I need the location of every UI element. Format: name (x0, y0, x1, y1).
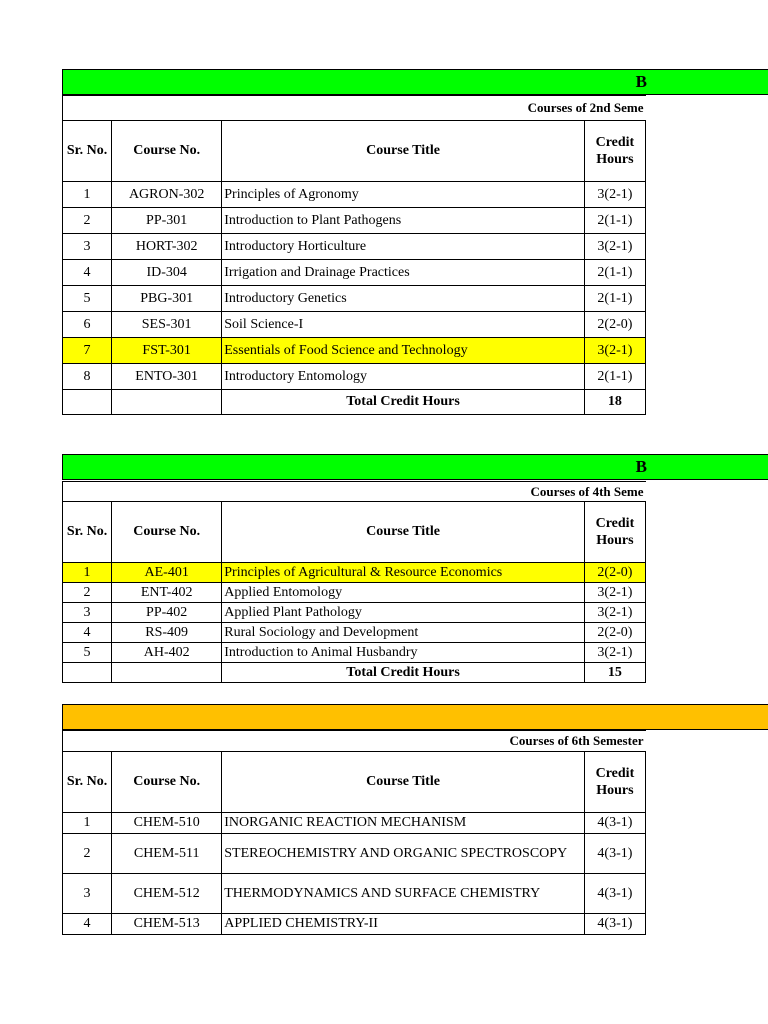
header-credit-hours (584, 502, 645, 563)
course-title: Introductory Horticulture (222, 234, 585, 260)
sr-no: 7 (63, 338, 112, 364)
header-credit-line2: Hours (596, 152, 634, 167)
table-row (63, 874, 646, 914)
sr-no: 5 (63, 286, 112, 312)
course-title: Essentials of Food Science and Technology (222, 338, 585, 364)
table-row (63, 623, 646, 643)
table-row (63, 208, 646, 234)
credit-hours: 3(2-1) (584, 338, 645, 364)
sr-no: 8 (63, 364, 112, 390)
credit-hours: 4(3-1) (584, 914, 645, 935)
table-caption: Courses of 2nd Seme (63, 96, 646, 121)
empty-cell (63, 663, 112, 683)
course-title: Irrigation and Drainage Practices (222, 260, 585, 286)
table-row-highlighted (63, 563, 646, 583)
courses-table (62, 481, 646, 683)
table-row (63, 364, 646, 390)
section-header-bar (62, 69, 768, 95)
sr-no: 3 (63, 603, 112, 623)
section-title: B (635, 72, 647, 91)
empty-cell (63, 390, 112, 415)
table-row (63, 260, 646, 286)
sr-no: 1 (63, 813, 112, 834)
courses-table (62, 730, 646, 935)
header-credit-line2: Hours (596, 533, 634, 548)
sr-no: 4 (63, 260, 112, 286)
course-no: RS-409 (112, 623, 222, 643)
course-no: FST-301 (112, 338, 222, 364)
table-row-highlighted (63, 338, 646, 364)
sr-no: 1 (63, 182, 112, 208)
table-row (63, 286, 646, 312)
course-no: ENTO-301 (112, 364, 222, 390)
sr-no: 3 (63, 234, 112, 260)
course-no: CHEM-512 (112, 874, 222, 914)
header-credit-hours (584, 121, 645, 182)
course-no: CHEM-511 (112, 834, 222, 874)
course-no: CHEM-510 (112, 813, 222, 834)
header-credit-line1: Credit (595, 135, 635, 150)
header-sr-no: Sr. No. (63, 502, 112, 563)
sr-no: 1 (63, 563, 112, 583)
course-no: SES-301 (112, 312, 222, 338)
total-value: 18 (584, 390, 645, 415)
course-no: PBG-301 (112, 286, 222, 312)
total-label: Total Credit Hours (222, 390, 585, 415)
section-header-bar (62, 704, 768, 730)
sr-no: 6 (63, 312, 112, 338)
credit-hours: 3(2-1) (584, 603, 645, 623)
sr-no: 2 (63, 208, 112, 234)
table-row (63, 643, 646, 663)
course-no: ID-304 (112, 260, 222, 286)
credit-hours: 4(3-1) (584, 834, 645, 874)
sr-no: 2 (63, 583, 112, 603)
total-value: 15 (584, 663, 645, 683)
credit-hours: 3(2-1) (584, 234, 645, 260)
course-no: PP-301 (112, 208, 222, 234)
course-no: AH-402 (112, 643, 222, 663)
course-title: Rural Sociology and Development (222, 623, 585, 643)
header-credit-line1: Credit (595, 766, 635, 781)
credit-hours: 2(1-1) (584, 364, 645, 390)
course-title: THERMODYNAMICS AND SURFACE CHEMISTRY (222, 874, 585, 914)
section-header-bar (62, 454, 768, 480)
credit-hours: 4(3-1) (584, 813, 645, 834)
course-title: STEREOCHEMISTRY AND ORGANIC SPECTROSCOPY (222, 834, 585, 874)
table-row (63, 234, 646, 260)
credit-hours: 2(2-0) (584, 623, 645, 643)
sr-no: 5 (63, 643, 112, 663)
course-title: Applied Entomology (222, 583, 585, 603)
header-course-no: Course No. (112, 502, 222, 563)
table-row (63, 312, 646, 338)
course-title: Introductory Genetics (222, 286, 585, 312)
credit-hours: 3(2-1) (584, 583, 645, 603)
credit-hours: 4(3-1) (584, 874, 645, 914)
header-sr-no: Sr. No. (63, 752, 112, 813)
credit-hours: 2(2-0) (584, 312, 645, 338)
empty-cell (112, 390, 222, 415)
course-title: INORGANIC REACTION MECHANISM (222, 813, 585, 834)
table-caption: Courses of 4th Seme (63, 482, 646, 502)
empty-cell (112, 663, 222, 683)
course-no: AGRON-302 (112, 182, 222, 208)
credit-hours: 2(1-1) (584, 208, 645, 234)
credit-hours: 2(1-1) (584, 286, 645, 312)
total-row (63, 390, 646, 415)
header-course-title: Course Title (222, 502, 585, 563)
table-row (63, 603, 646, 623)
header-course-title: Course Title (222, 752, 585, 813)
course-title: Applied Plant Pathology (222, 603, 585, 623)
course-title: Introduction to Plant Pathogens (222, 208, 585, 234)
course-title: APPLIED CHEMISTRY-II (222, 914, 585, 935)
table-row (63, 583, 646, 603)
sr-no: 4 (63, 914, 112, 935)
course-no: AE-401 (112, 563, 222, 583)
table-row (63, 914, 646, 935)
table-caption: Courses of 6th Semester (63, 731, 646, 752)
course-no: HORT-302 (112, 234, 222, 260)
courses-table (62, 95, 646, 415)
header-credit-hours (584, 752, 645, 813)
section-title: B (635, 457, 647, 476)
sr-no: 4 (63, 623, 112, 643)
header-course-title: Course Title (222, 121, 585, 182)
sr-no: 2 (63, 834, 112, 874)
total-label: Total Credit Hours (222, 663, 585, 683)
course-title: Introduction to Animal Husbandry (222, 643, 585, 663)
table-row (63, 182, 646, 208)
course-title: Principles of Agronomy (222, 182, 585, 208)
course-title: Principles of Agricultural & Resource Economics (222, 563, 585, 583)
credit-hours: 2(2-0) (584, 563, 645, 583)
course-no: PP-402 (112, 603, 222, 623)
credit-hours: 2(1-1) (584, 260, 645, 286)
sr-no: 3 (63, 874, 112, 914)
credit-hours: 3(2-1) (584, 643, 645, 663)
header-credit-line2: Hours (596, 783, 634, 798)
course-title: Soil Science-I (222, 312, 585, 338)
table-row (63, 813, 646, 834)
header-course-no: Course No. (112, 752, 222, 813)
header-credit-line1: Credit (595, 516, 635, 531)
course-no: CHEM-513 (112, 914, 222, 935)
header-sr-no: Sr. No. (63, 121, 112, 182)
course-no: ENT-402 (112, 583, 222, 603)
header-course-no: Course No. (112, 121, 222, 182)
table-row (63, 834, 646, 874)
credit-hours: 3(2-1) (584, 182, 645, 208)
total-row (63, 663, 646, 683)
course-title: Introductory Entomology (222, 364, 585, 390)
